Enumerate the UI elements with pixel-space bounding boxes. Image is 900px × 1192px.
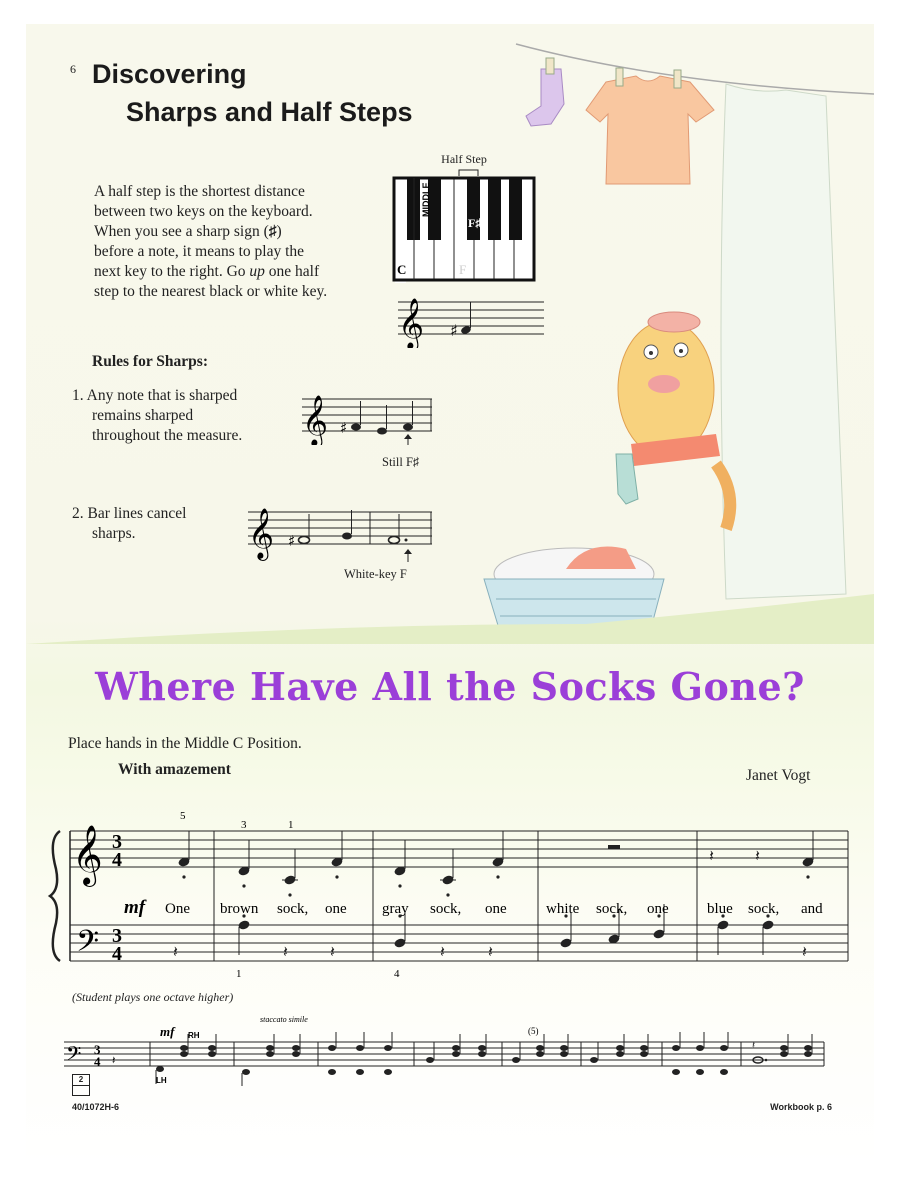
svg-text:sock,: sock, bbox=[748, 901, 780, 917]
svg-text:sock,: sock, bbox=[277, 901, 309, 917]
svg-text:𝄽: 𝄽 bbox=[755, 846, 760, 865]
svg-text:𝄽: 𝄽 bbox=[709, 846, 714, 865]
tempo-marking: With amazement bbox=[118, 761, 231, 778]
svg-text:white: white bbox=[546, 901, 580, 917]
shirt-illustration bbox=[586, 68, 714, 184]
white-key-f-label: White-key F bbox=[344, 567, 407, 581]
intro-line: When you see a sharp sign (♯) bbox=[94, 223, 282, 240]
track-number-icon bbox=[72, 1074, 90, 1096]
treble-clef-icon: 𝄞 bbox=[398, 298, 425, 348]
svg-text:𝄽: 𝄽 bbox=[440, 942, 445, 961]
svg-text:4: 4 bbox=[394, 968, 400, 979]
svg-text:sock,: sock, bbox=[430, 901, 462, 917]
sharp-example-staff bbox=[398, 292, 548, 348]
bass-clef-icon: 𝄢 bbox=[76, 925, 100, 966]
svg-text:♯: ♯ bbox=[288, 532, 296, 550]
rule-1-staff bbox=[302, 389, 434, 445]
svg-text:𝄞: 𝄞 bbox=[248, 508, 275, 559]
key-f-sharp-label: F♯ bbox=[468, 216, 482, 230]
svg-text:one: one bbox=[325, 901, 347, 917]
svg-text:one: one bbox=[647, 901, 669, 917]
section-title-line-1: Discovering bbox=[92, 59, 247, 89]
intro-line: between two keys on the keyboard. bbox=[94, 203, 313, 220]
half-step-label: Half Step bbox=[441, 152, 487, 166]
svg-text:1: 1 bbox=[288, 819, 294, 831]
rule-1: 1. Any note that is sharped remains sharped throughout the measure. bbox=[72, 387, 243, 444]
intro-paragraph bbox=[94, 182, 394, 302]
sharp-sign-icon: ♯ bbox=[450, 321, 458, 340]
track-number: 2 bbox=[78, 1075, 84, 1084]
still-f-sharp-label: Still F♯ bbox=[382, 455, 420, 469]
keyboard-diagram bbox=[366, 168, 546, 283]
time-signature bbox=[112, 831, 122, 965]
svg-text:𝄽: 𝄽 bbox=[330, 942, 335, 961]
brace bbox=[50, 831, 60, 961]
staccato-simile: staccato simile bbox=[260, 1015, 308, 1024]
sheet-illustration bbox=[721, 84, 846, 599]
svg-text:3: 3 bbox=[241, 819, 247, 831]
clothesline bbox=[516, 44, 874, 94]
svg-text:5: 5 bbox=[180, 810, 186, 822]
right-hand-notes bbox=[177, 831, 814, 897]
grand-staff bbox=[46, 779, 856, 979]
intro-line: next key to the right. Go up one half bbox=[94, 263, 320, 280]
intro-line: A half step is the shortest distance bbox=[94, 183, 305, 200]
svg-text:𝄽: 𝄽 bbox=[752, 1040, 756, 1051]
rule-2-staff bbox=[248, 502, 436, 568]
svg-text:brown: brown bbox=[220, 901, 259, 917]
lh-label: LH bbox=[156, 1076, 167, 1085]
svg-text:𝄽: 𝄽 bbox=[283, 942, 288, 961]
middle-key-label: MIDDLE bbox=[421, 182, 431, 217]
svg-text:𝄽: 𝄽 bbox=[173, 942, 178, 961]
hand-position-instruction: Place hands in the Middle C Position. bbox=[68, 735, 302, 752]
catalog-number: 40/1072H-6 bbox=[72, 1102, 120, 1112]
key-c-label: C bbox=[397, 262, 407, 277]
section-title-line-2: Sharps and Half Steps bbox=[126, 97, 413, 127]
key-f-label: F bbox=[459, 262, 467, 277]
song-title: Where Have All the Socks Gone? bbox=[95, 664, 805, 709]
svg-text:gray: gray bbox=[382, 901, 409, 917]
svg-text:4: 4 bbox=[112, 943, 122, 965]
svg-text:3: 3 bbox=[94, 1042, 101, 1057]
accompaniment-dynamic: mf bbox=[160, 1024, 175, 1039]
disc-icon bbox=[73, 1085, 89, 1094]
svg-text:3: 3 bbox=[112, 831, 122, 853]
workbook-reference: Workbook p. 6 bbox=[770, 1102, 832, 1112]
accompaniment-notes bbox=[156, 1032, 812, 1086]
svg-text:♯: ♯ bbox=[340, 419, 348, 437]
sock-illustration bbox=[526, 58, 564, 126]
svg-text:blue: blue bbox=[707, 901, 733, 917]
cat-illustration bbox=[616, 312, 730, 529]
svg-text:4: 4 bbox=[94, 1054, 101, 1069]
svg-text:𝄽: 𝄽 bbox=[802, 942, 807, 961]
lyrics bbox=[165, 901, 823, 917]
svg-text:1: 1 bbox=[236, 968, 242, 979]
intro-line: before a note, it means to play the bbox=[94, 243, 305, 260]
rh-label: RH bbox=[188, 1031, 200, 1040]
rule-2: 2. Bar lines cancel sharps. bbox=[72, 505, 187, 542]
treble-clef-icon: 𝄞 bbox=[72, 825, 103, 885]
intro-line: step to the nearest black or white key. bbox=[94, 283, 328, 300]
svg-text:One: One bbox=[165, 901, 190, 917]
dynamic-marking: mf bbox=[124, 897, 146, 918]
rules-heading: Rules for Sharps: bbox=[92, 353, 208, 370]
fingering-five: (5) bbox=[528, 1026, 539, 1036]
page-number: 6 bbox=[70, 62, 76, 76]
svg-text:4: 4 bbox=[112, 849, 122, 871]
svg-text:3: 3 bbox=[112, 925, 122, 947]
grass-illustration bbox=[26, 594, 874, 644]
accompaniment-instruction: (Student plays one octave higher) bbox=[72, 990, 234, 1004]
accompaniment-staff bbox=[64, 1008, 834, 1088]
svg-text:𝄽: 𝄽 bbox=[112, 1054, 116, 1067]
bass-clef-icon: 𝄢 bbox=[66, 1042, 82, 1070]
svg-text:and: and bbox=[801, 901, 823, 917]
composer: Janet Vogt bbox=[746, 767, 811, 784]
svg-text:𝄞: 𝄞 bbox=[302, 395, 329, 445]
svg-text:𝄽: 𝄽 bbox=[488, 942, 493, 961]
svg-text:sock,: sock, bbox=[596, 901, 628, 917]
music-page bbox=[26, 24, 874, 1166]
svg-text:one: one bbox=[485, 901, 507, 917]
